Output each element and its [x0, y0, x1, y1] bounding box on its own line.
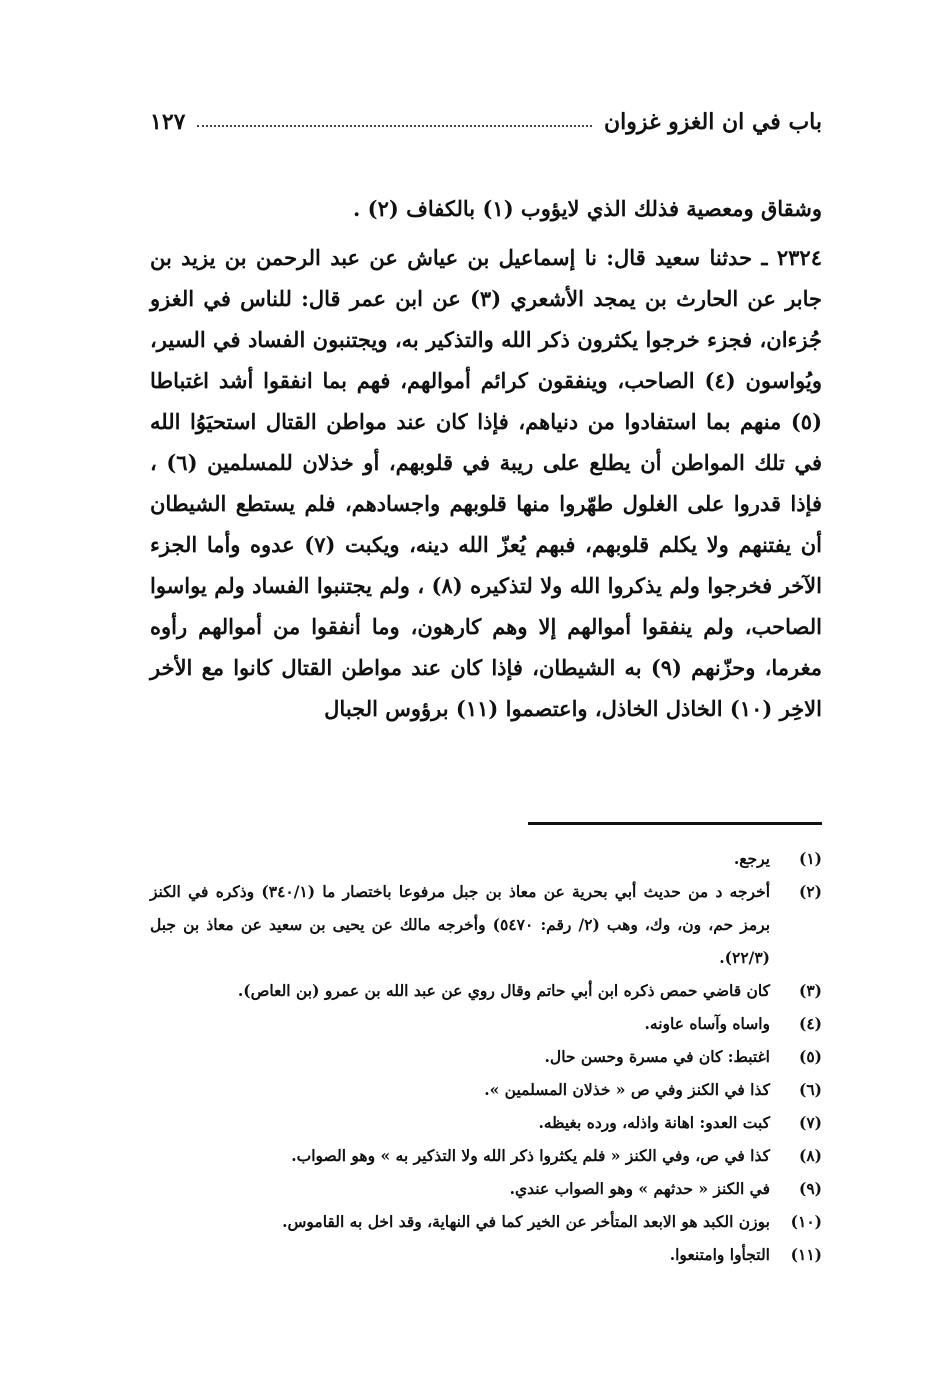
footnote-text: كذا في الكنز وفي ص « خذلان المسلمين ».	[484, 1080, 770, 1099]
footnote-text: بوزن الكبد هو الابعد المتأخر عن الخير كما في النهاية، وقد اخل به القاموس.	[282, 1212, 770, 1231]
footnote-number: (١٠)	[790, 1212, 822, 1231]
main-text	[150, 188, 822, 729]
footnote	[150, 1073, 822, 1106]
hadith-text: ـ حدثنا سعيد قال: نا إسماعيل بن عياش عن عبد الرحمن بن يزيد بن جابر عن الحارث بن يمجد الأشعري (٣) عن ابن عمر قال: للناس في الغزو جُزءان، فجزء خرجوا يكثرون ذكر الله والتذكير به، ويجتنبون الفساد في السير، ويُواسون (٤) الصاحب، وينفقون كرائم أموالهم، فهم بما انفقوا أشد اغتباطا (٥) منهم بما استفادوا من دنياهم، فإذا كان عند مواطن القتال استحيَوُا الله في تلك المواطن أن يطلع على ريبة في قلوبهم، أو خذلان للمسلمين (٦) ، فإذا قدروا على الغلول طهّروا منها قلوبهم واجسادهم، فلم يستطع الشيطان أن يفتنهم ولا يكلم قلوبهم، فبهم يُعزّ الله دينه، ويكبت (٧) عدوه وأما الجزء الآخر فخرجوا ولم يذكروا الله ولا لتذكيره (٨) ، ولم يجتنبوا الفساد ولم يواسوا الصاحب، ولم ينفقوا أموالهم إلا وهم كارهون، وما أنفقوا من أموالهم رأوه مغرما، وحزّنهم (٩) به الشيطان، فإذا كان عند مواطن القتال كانوا مع الأخر الاخِر (١٠) الخاذل الخاذل، واعتصموا (١١) برؤوس الجبال	[150, 245, 823, 721]
footnote-text: اغتبط: كان في مسرة وحسن حال.	[544, 1047, 770, 1066]
footnote	[150, 1238, 822, 1271]
footnote-number: (١)	[798, 849, 822, 868]
footnote-text: كان قاضي حمص ذكره ابن أبي حاتم وقال روي عن عبد الله بن عمرو (بن العاص).	[237, 981, 770, 1000]
footnote-text: واساه وآساه عاونه.	[644, 1014, 770, 1033]
footnote-number: (١١)	[790, 1245, 822, 1264]
footnote-text: كبت العدو: اهانة واذله، ورده بغيظه.	[538, 1113, 770, 1132]
footnote	[150, 1106, 822, 1139]
paragraph-continuation: وشقاق ومعصية فذلك الذي لايؤوب (١) بالكفاف (٢) .	[353, 196, 822, 221]
footnote-text: التجأوا وامتنعوا.	[669, 1245, 770, 1264]
footnote-number: (٦)	[798, 1080, 822, 1099]
footnote	[150, 1172, 822, 1205]
footnote-number: (٢)	[798, 882, 822, 901]
footnote	[150, 875, 822, 974]
footnote-number: (٨)	[798, 1146, 822, 1165]
footnote	[150, 1040, 822, 1073]
footnote	[150, 842, 822, 875]
footnote-number: (٣)	[798, 981, 822, 1000]
footnote	[150, 1205, 822, 1238]
page-number: ١٢٧	[150, 109, 186, 135]
running-header	[150, 102, 822, 142]
footnote-number: (٧)	[798, 1113, 822, 1132]
footnote	[150, 1139, 822, 1172]
footnote-separator	[528, 822, 822, 825]
footnote-text: في الكنز « حدثهم » وهو الصواب عندي.	[509, 1179, 770, 1198]
chapter-title: باب في ان الغزو غزوان	[603, 109, 822, 135]
dotted-leader	[197, 125, 592, 127]
footnote-text: يرجع.	[733, 849, 770, 868]
footnote-text: أخرجه د من حديث أبي بحرية عن معاذ بن جبل مرفوعا باختصار ما (٣٤٠/١) وذكره في الكنز برمز حم، ون، وك، وهب (٢/ رقم: ٥٤٧٠) وأخرجه مالك عن يحيى بن سعيد عن معاذ بن جبل (٢٢/٣).	[150, 882, 771, 967]
footnote-number: (٤)	[798, 1014, 822, 1033]
footnotes	[150, 842, 822, 1271]
footnote-text: كذا في ص، وفي الكنز « فلم يكثروا ذكر الله ولا التذكير به » وهو الصواب.	[291, 1146, 770, 1165]
hadith-number: ٢٣٢٤	[776, 245, 822, 270]
footnote	[150, 1007, 822, 1040]
hadith-paragraph	[150, 237, 822, 729]
footnote-number: (٩)	[798, 1179, 822, 1198]
footnote-number: (٥)	[798, 1047, 822, 1066]
footnote	[150, 974, 822, 1007]
